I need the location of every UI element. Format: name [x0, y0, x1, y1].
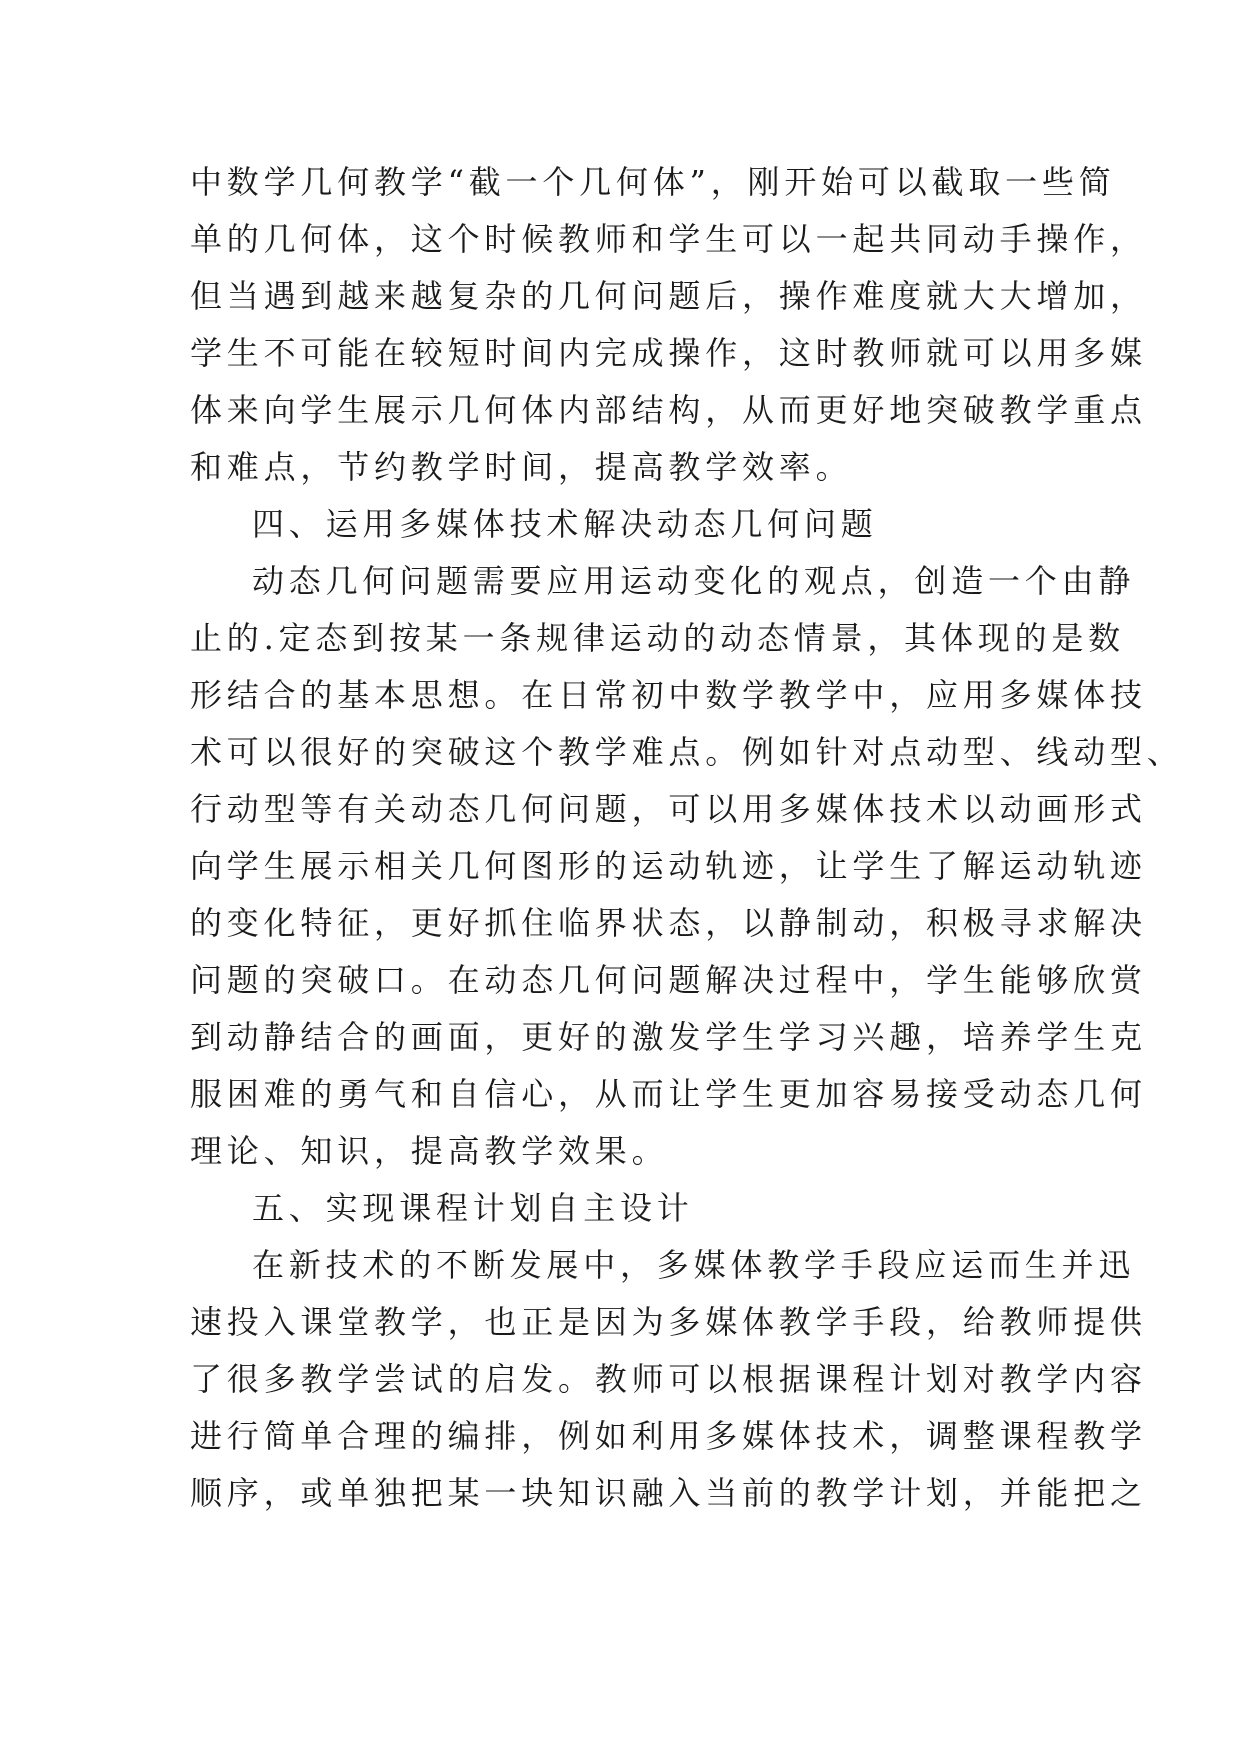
paragraph-line: 问题的突破口。在动态几何问题解决过程中，学生能够欣赏 [190, 961, 1147, 999]
paragraph-line: 动态几何问题需要应用运动变化的观点，创造一个由静 [252, 562, 1136, 600]
paragraph-line: 止的.定态到按某一条规律运动的动态情景，其体现的是数 [190, 619, 1125, 657]
paragraph-line: 形结合的基本思想。在日常初中数学教学中，应用多媒体技 [190, 676, 1147, 714]
paragraph-line: 速投入课堂教学，也正是因为多媒体教学手段，给教师提供 [190, 1303, 1147, 1341]
paragraph-line: 的变化特征，更好抓住临界状态，以静制动，积极寻求解决 [190, 904, 1147, 942]
paragraph-line: 了很多教学尝试的启发。教师可以根据课程计划对教学内容 [190, 1360, 1147, 1398]
paragraph-line: 顺序，或单独把某一块知识融入当前的教学计划，并能把之 [190, 1474, 1147, 1512]
paragraph-line: 服困难的勇气和自信心，从而让学生更加容易接受动态几何 [190, 1075, 1147, 1113]
paragraph-line: 术可以很好的突破这个教学难点。例如针对点动型、线动型、 [190, 733, 1184, 771]
paragraph-line: 体来向学生展示几何体内部结构，从而更好地突破教学重点 [190, 391, 1147, 429]
paragraph-line: 单的几何体，这个时候教师和学生可以一起共同动手操作， [190, 220, 1147, 258]
paragraph-line: 向学生展示相关几何图形的运动轨迹，让学生了解运动轨迹 [190, 847, 1147, 885]
section-heading: 五、实现课程计划自主设计 [252, 1189, 694, 1227]
paragraph-line: 到动静结合的画面，更好的激发学生学习兴趣，培养学生克 [190, 1018, 1147, 1056]
paragraph-line: 进行简单合理的编排，例如利用多媒体技术，调整课程教学 [190, 1417, 1147, 1455]
paragraph-line: 行动型等有关动态几何问题，可以用多媒体技术以动画形式 [190, 790, 1147, 828]
section-heading: 四、运用多媒体技术解决动态几何问题 [252, 505, 878, 543]
paragraph-line: 和难点，节约教学时间，提高教学效率。 [190, 448, 853, 486]
paragraph-line: 学生不可能在较短时间内完成操作，这时教师就可以用多媒 [190, 334, 1147, 372]
paragraph-line: 中数学几何教学“截一个几何体”，刚开始可以截取一些简 [190, 163, 1116, 201]
paragraph-line: 但当遇到越来越复杂的几何问题后，操作难度就大大增加， [190, 277, 1147, 315]
paragraph-line: 理论、知识，提高教学效果。 [190, 1132, 669, 1170]
paragraph-line: 在新技术的不断发展中，多媒体教学手段应运而生并迅 [252, 1246, 1136, 1284]
